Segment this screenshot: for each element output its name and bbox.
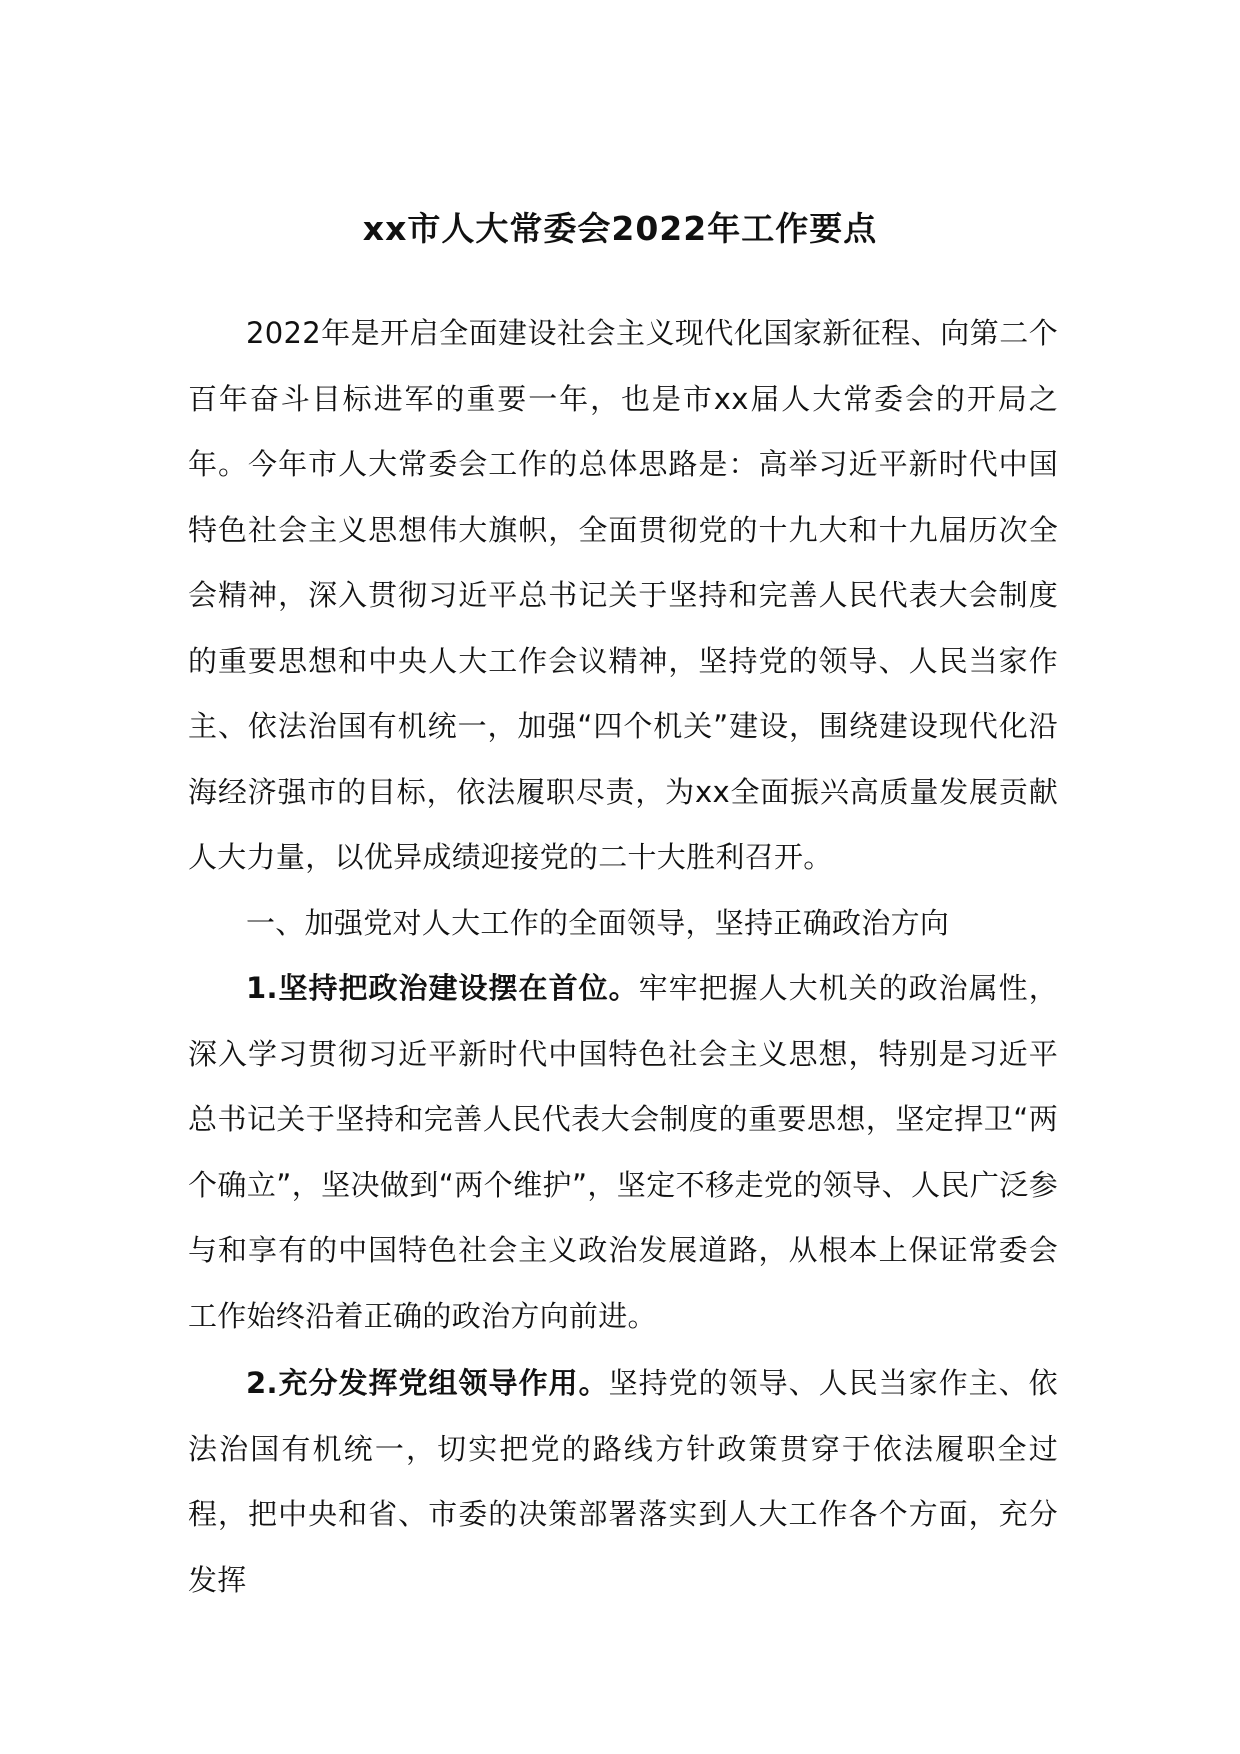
- paragraph-item-2: [188, 1351, 1058, 1613]
- item-lead: 2.充分发挥党组领导作用。: [246, 1366, 609, 1400]
- item-lead: 1.坚持把政治建设摆在首位。: [246, 971, 639, 1005]
- section-heading: [188, 891, 1058, 957]
- paragraph-item-1: [188, 956, 1058, 1349]
- paragraph-intro: [188, 301, 1058, 891]
- paragraph-text: 2022年是开启全面建设社会主义现代化国家新征程、向第二个百年奋斗目标进军的重要一年，也是市xx届人大常委会的开局之年。今年市人大常委会工作的总体思路是：高举习近平新时代中国特色社会主义思想伟大旗帜，全面贯彻党的十九大和十九届历次全会精神，深入贯彻习近平总书记关于坚持和完善人民代表大会制度的重要思想和中央人大工作会议精神，坚持党的领导、人民当家作主、依法治国有机统一，加强“四个机关”建设，围绕建设现代化沿海经济强市的目标，依法履职尽责，为xx全面振兴高质量发展贡献人大力量，以优异成绩迎接党的二十大胜利召开。: [188, 316, 1058, 874]
- paragraph-text: 坚持党的领导、人民当家作主、依法治国有机统一，切实把党的路线方针政策贯穿于依法履职全过程，把中央和省、市委的决策部署落实到人大工作各个方面，充分发挥: [188, 1366, 1058, 1597]
- section-heading-text: 一、加强党对人大工作的全面领导，坚持正确政治方向: [246, 905, 950, 940]
- paragraph-text: 牢牢把握人大机关的政治属性，深入学习贯彻习近平新时代中国特色社会主义思想，特别是习近平总书记关于坚持和完善人民代表大会制度的重要思想，坚定捍卫“两个确立”，坚决做到“两个维护”，坚定不移走党的领导、人民广泛参与和享有的中国特色社会主义政治发展道路，从根本上保证常委会工作始终沿着正确的政治方向前进。: [188, 971, 1058, 1333]
- document-title: xx市人大常委会2022年工作要点: [362, 209, 878, 248]
- document-body: [188, 301, 1058, 1613]
